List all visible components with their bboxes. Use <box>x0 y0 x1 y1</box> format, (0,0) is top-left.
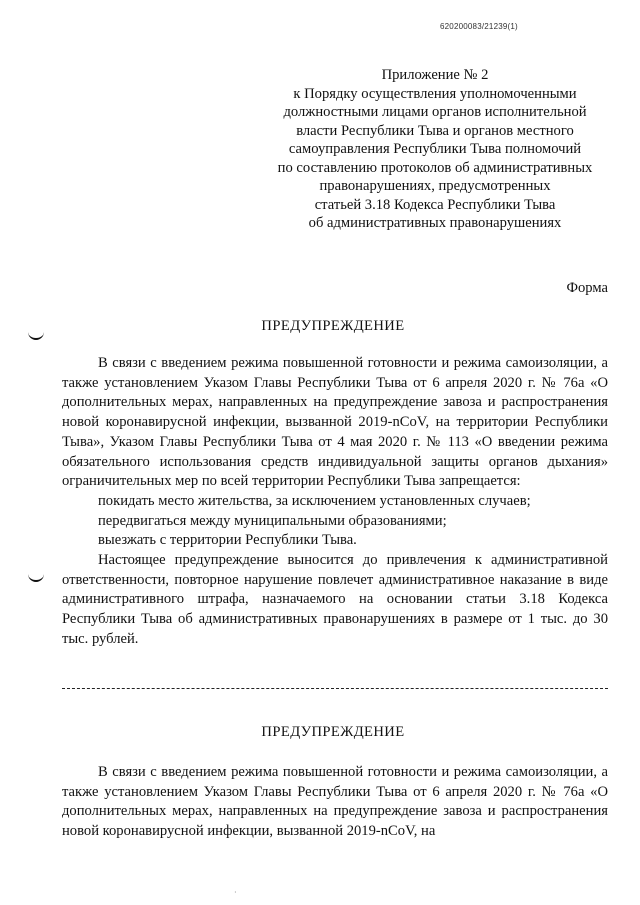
appendix-line: самоуправления Республики Тыва полномочий <box>288 141 582 157</box>
appendix-line: к Порядку осуществления уполномоченными <box>293 85 577 102</box>
form-label: Форма <box>566 280 608 296</box>
appendix-header <box>260 66 610 233</box>
prohibition-item: покидать место жительства, за исключением установленных случаев; <box>98 492 531 509</box>
document-id: 620200083/21239(1) <box>440 22 518 31</box>
warning-notice: Настоящее предупреждение выносится до привлечения к административной ответственности, повторное нарушение повлечет административное наказание в виде административного штрафа, назначаемого на основании статьи 3.18 Кодекса Республики Тыва об административных правонарушениях в размере от 1 тыс. до 30 тыс. рублей. <box>62 552 608 647</box>
appendix-line: по составлению протоколов об административных <box>277 159 593 176</box>
appendix-line: статьей 3.18 Кодекса Республики Тыва <box>314 196 556 213</box>
warning-intro: В связи с введением режима повышенной готовности и режима самоизоляции, а также установлением Указом Главы Республики Тыва от 6 апреля 2020 г. № 76а «О дополнительных мерах, направленных на предупреждение завоза и распространения новой коронавирусной инфекции, вызванной 2019-nCoV, на <box>62 764 608 840</box>
appendix-line: власти Республики Тыва и органов местного <box>296 122 574 139</box>
warning-title: ПРЕДУПРЕЖДЕНИЕ <box>261 724 405 740</box>
appendix-line: должностными лицами органов исполнительной <box>283 104 587 120</box>
scan-speck: · <box>234 888 237 897</box>
warning-intro: В связи с введением режима повышенной готовности и режима самоизоляции, а также установлением Указом Главы Республики Тыва от 6 апреля 2020 г. № 76а «О дополнительных мерах, направленных на предупреждение завоза и распространения новой коронавирусной инфекции, вызванной 2019-nCoV, на территории Республики Тыва», Указом Главы Республики Тыва от 4 мая 2020 г. № 113 «О введении режима обязательного использования средств индивидуальной защиты органов дыхания» ограничительных мер по всей территории Республики Тыва запрещается: <box>62 355 608 490</box>
appendix-line: правонарушениях, предусмотренных <box>319 178 551 194</box>
warning-title: ПРЕДУПРЕЖДЕНИЕ <box>261 318 405 334</box>
punch-mark <box>28 572 44 582</box>
prohibition-item: выезжать с территории Республики Тыва. <box>98 532 357 549</box>
appendix-line: Приложение № 2 <box>381 67 489 83</box>
warning-body <box>62 763 608 842</box>
prohibition-item: передвигаться между муниципальными образованиями; <box>98 512 447 529</box>
cut-line <box>62 688 608 689</box>
warning-body <box>62 354 608 650</box>
appendix-line: об административных правонарушениях <box>308 215 562 231</box>
